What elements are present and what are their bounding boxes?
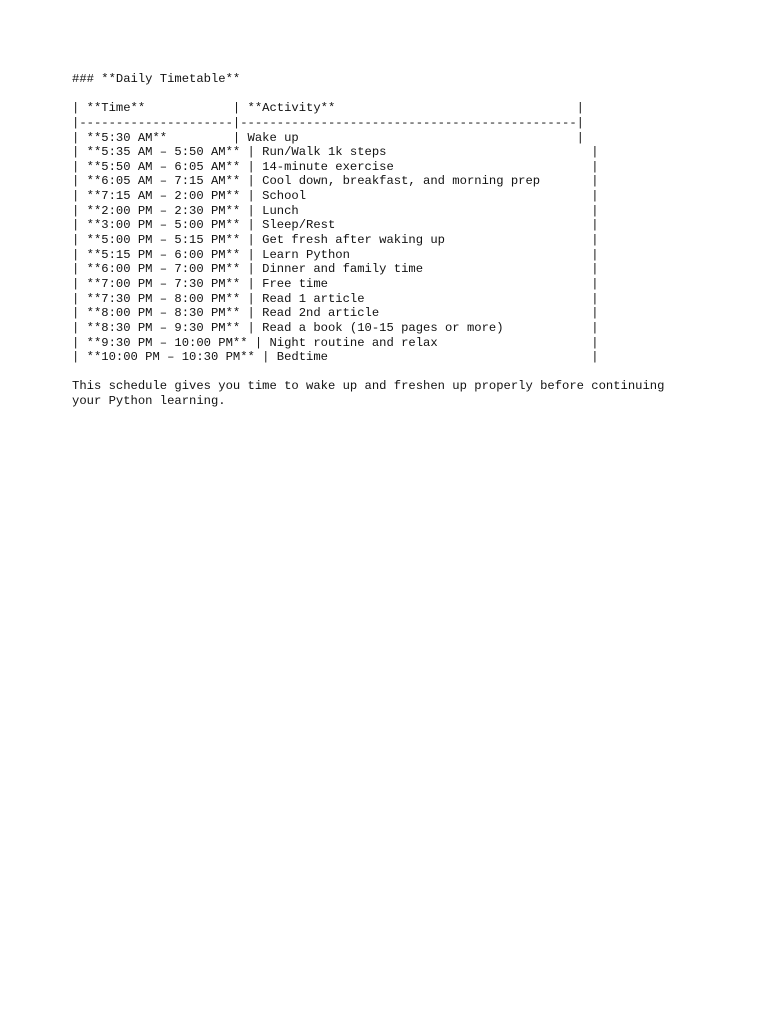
table-row: | **8:00 PM – 8:30 PM** | Read 2nd article | bbox=[72, 306, 599, 321]
table-row: | **8:30 PM – 9:30 PM** | Read a book (10-15 pages or more) | bbox=[72, 320, 599, 335]
table-row: | **7:15 AM – 2:00 PM** | School | bbox=[72, 189, 599, 204]
table-row: | **10:00 PM – 10:30 PM** | Bedtime | bbox=[72, 350, 599, 365]
document-heading: ### **Daily Timetable** bbox=[72, 72, 241, 86]
table-row: | **6:00 PM – 7:00 PM** | Dinner and family time | bbox=[72, 262, 599, 277]
paragraph-line: This schedule gives you time to wake up and freshen up properly before continuing bbox=[72, 379, 665, 394]
spacer bbox=[72, 365, 712, 380]
document-body bbox=[72, 72, 712, 409]
table-row: | **3:00 PM – 5:00 PM** | Sleep/Rest | bbox=[72, 218, 599, 233]
spacer bbox=[72, 87, 712, 102]
table-row: | **5:35 AM – 5:50 AM** | Run/Walk 1k steps | bbox=[72, 145, 599, 160]
closing-paragraph bbox=[72, 379, 712, 408]
table-row: | **5:50 AM – 6:05 AM** | 14-minute exercise | bbox=[72, 159, 599, 174]
table-row: | **5:30 AM** | Wake up | bbox=[72, 130, 584, 145]
table-row: | **2:00 PM – 2:30 PM** | Lunch | bbox=[72, 203, 599, 218]
table-row: | **6:05 AM – 7:15 AM** | Cool down, breakfast, and morning prep | bbox=[72, 174, 599, 189]
table-row: | **5:00 PM – 5:15 PM** | Get fresh after waking up | bbox=[72, 233, 599, 248]
table-row: | **7:00 PM – 7:30 PM** | Free time | bbox=[72, 276, 599, 291]
table-row: | **5:15 PM – 6:00 PM** | Learn Python | bbox=[72, 247, 599, 262]
table-header-row: | **Time** | **Activity** | bbox=[72, 101, 584, 116]
paragraph-line: your Python learning. bbox=[72, 394, 226, 409]
table-row: | **9:30 PM – 10:00 PM** | Night routine and relax | bbox=[72, 335, 599, 350]
table-row: | **7:30 PM – 8:00 PM** | Read 1 article | bbox=[72, 291, 599, 306]
timetable bbox=[72, 101, 712, 365]
table-separator-row: |---------------------|----------------------------------------------| bbox=[72, 115, 584, 130]
